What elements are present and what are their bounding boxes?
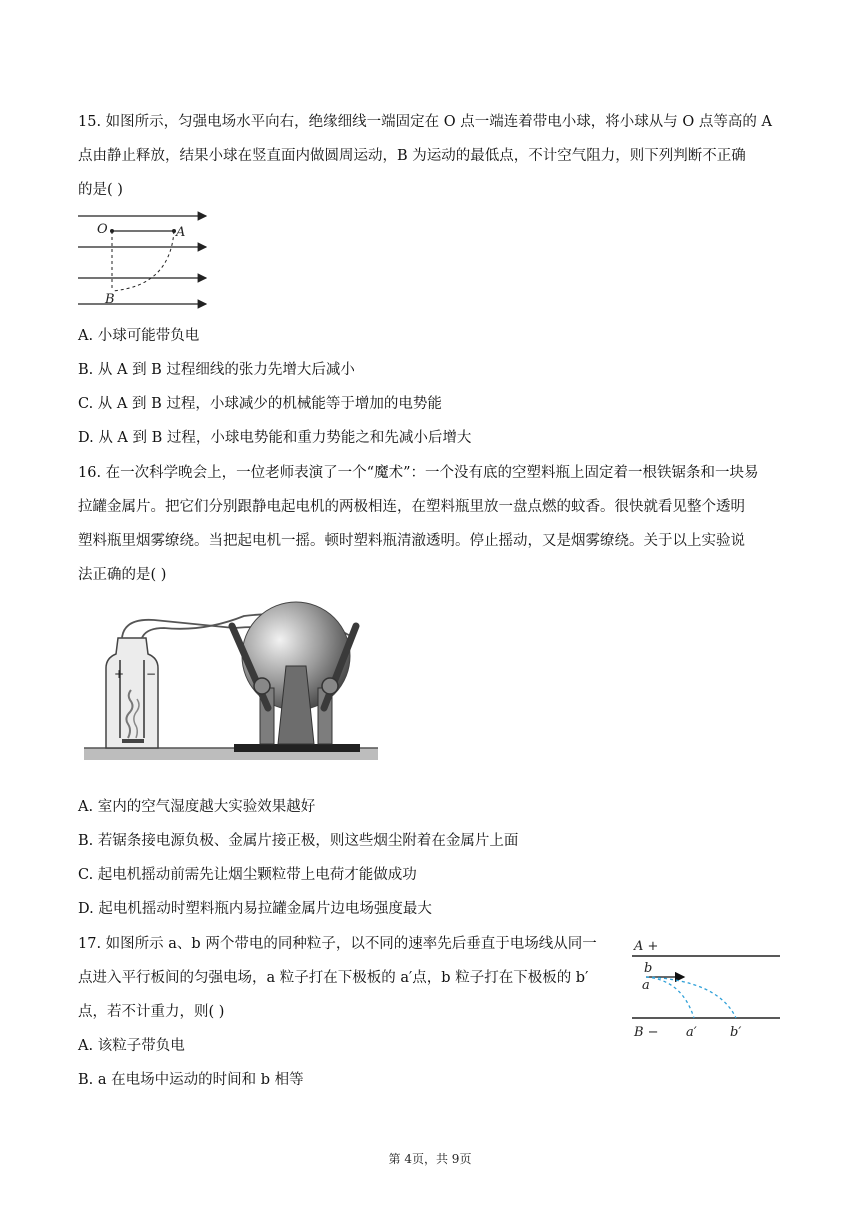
q17-option-b: B. a 在电场中运动的时间和 b 相等 xyxy=(78,1072,304,1088)
q17-figure xyxy=(628,930,784,1044)
q16-option-d: D. 起电机摇动时塑料瓶内易拉罐金属片边电场强度最大 xyxy=(78,901,432,917)
page-footer: 第 4页，共 9页 xyxy=(388,1152,472,1166)
minus-sign: − xyxy=(146,667,157,681)
q17-option-a: A. 该粒子带负电 xyxy=(78,1038,185,1054)
label-a-plus: A + xyxy=(634,939,659,954)
label-b: B xyxy=(105,292,115,307)
label-a: a xyxy=(642,978,650,993)
generator-base xyxy=(234,744,360,752)
q16-line-4: 法正确的是( ) xyxy=(78,567,167,583)
label-a-prime: a′ xyxy=(686,1025,697,1040)
label-b-prime: b′ xyxy=(730,1025,742,1040)
q16-option-b: B. 若锯条接电源负极、金属片接正极，则这些烟尘附着在金属片上面 xyxy=(78,833,519,849)
trajectory-a xyxy=(646,977,694,1018)
q16-line-1: 16. 在一次科学晚会上，一位老师表演了一个“魔术”：一个没有底的空塑料瓶上固定着一根铁锯条和一块易 xyxy=(78,465,759,481)
arc-dashed xyxy=(112,231,174,291)
q15-line-3: 的是( ) xyxy=(78,182,123,198)
q16-line-3: 塑料瓶里烟雾缭绕。当把起电机一摇。顿时塑料瓶清澈透明。停止摇动，又是烟雾缭绕。关于以上实验说 xyxy=(78,533,745,549)
plastic-bottle xyxy=(106,638,158,748)
q16-option-a: A. 室内的空气湿度越大实验效果越好 xyxy=(78,799,316,815)
q15-option-c: C. 从 A 到 B 过程，小球减少的机械能等于增加的电势能 xyxy=(78,396,442,412)
q16-figure xyxy=(84,598,384,770)
q15-figure xyxy=(78,206,218,310)
label-b: b xyxy=(644,961,653,976)
trajectory-b xyxy=(646,977,736,1018)
label-b-minus: B − xyxy=(634,1025,659,1040)
q15-option-a: A. 小球可能带负电 xyxy=(78,328,200,344)
q17-line-3: 点，若不计重力，则( ) xyxy=(78,1004,225,1020)
q15-option-b: B. 从 A 到 B 过程细线的张力先增大后减小 xyxy=(78,362,355,378)
incense-dish xyxy=(122,739,144,743)
q15-line-2: 点由静止释放，结果小球在竖直面内做圆周运动，B 为运动的最低点，不计空气阻力，则下列判断不正确 xyxy=(78,148,746,164)
plus-sign: + xyxy=(114,667,125,681)
q15-line-1: 15. 如图所示，匀强电场水平向右，绝缘细线一端固定在 O 点一端连着带电小球，将小球从与 O 点等高的 A xyxy=(78,114,772,130)
label-a: A xyxy=(176,225,186,240)
q16-option-c: C. 起电机摇动前需先让烟尘颗粒带上电荷才能做成功 xyxy=(78,867,417,883)
q17-line-1: 17. 如图所示 a、b 两个带电的同种粒子，以不同的速率先后垂直于电场线从同一 xyxy=(78,936,597,952)
label-o: O xyxy=(97,222,108,237)
q15-option-d: D. 从 A 到 B 过程，小球电势能和重力势能之和先减小后增大 xyxy=(78,430,472,446)
q16-line-2: 拉罐金属片。把它们分别跟静电起电机的两极相连，在塑料瓶里放一盘点燃的蚊香。很快就看见整个透明 xyxy=(78,499,745,515)
q17-line-2: 点进入平行板间的匀强电场，a 粒子打在下极板的 a′点，b 粒子打在下极板的 b′ xyxy=(78,970,589,986)
